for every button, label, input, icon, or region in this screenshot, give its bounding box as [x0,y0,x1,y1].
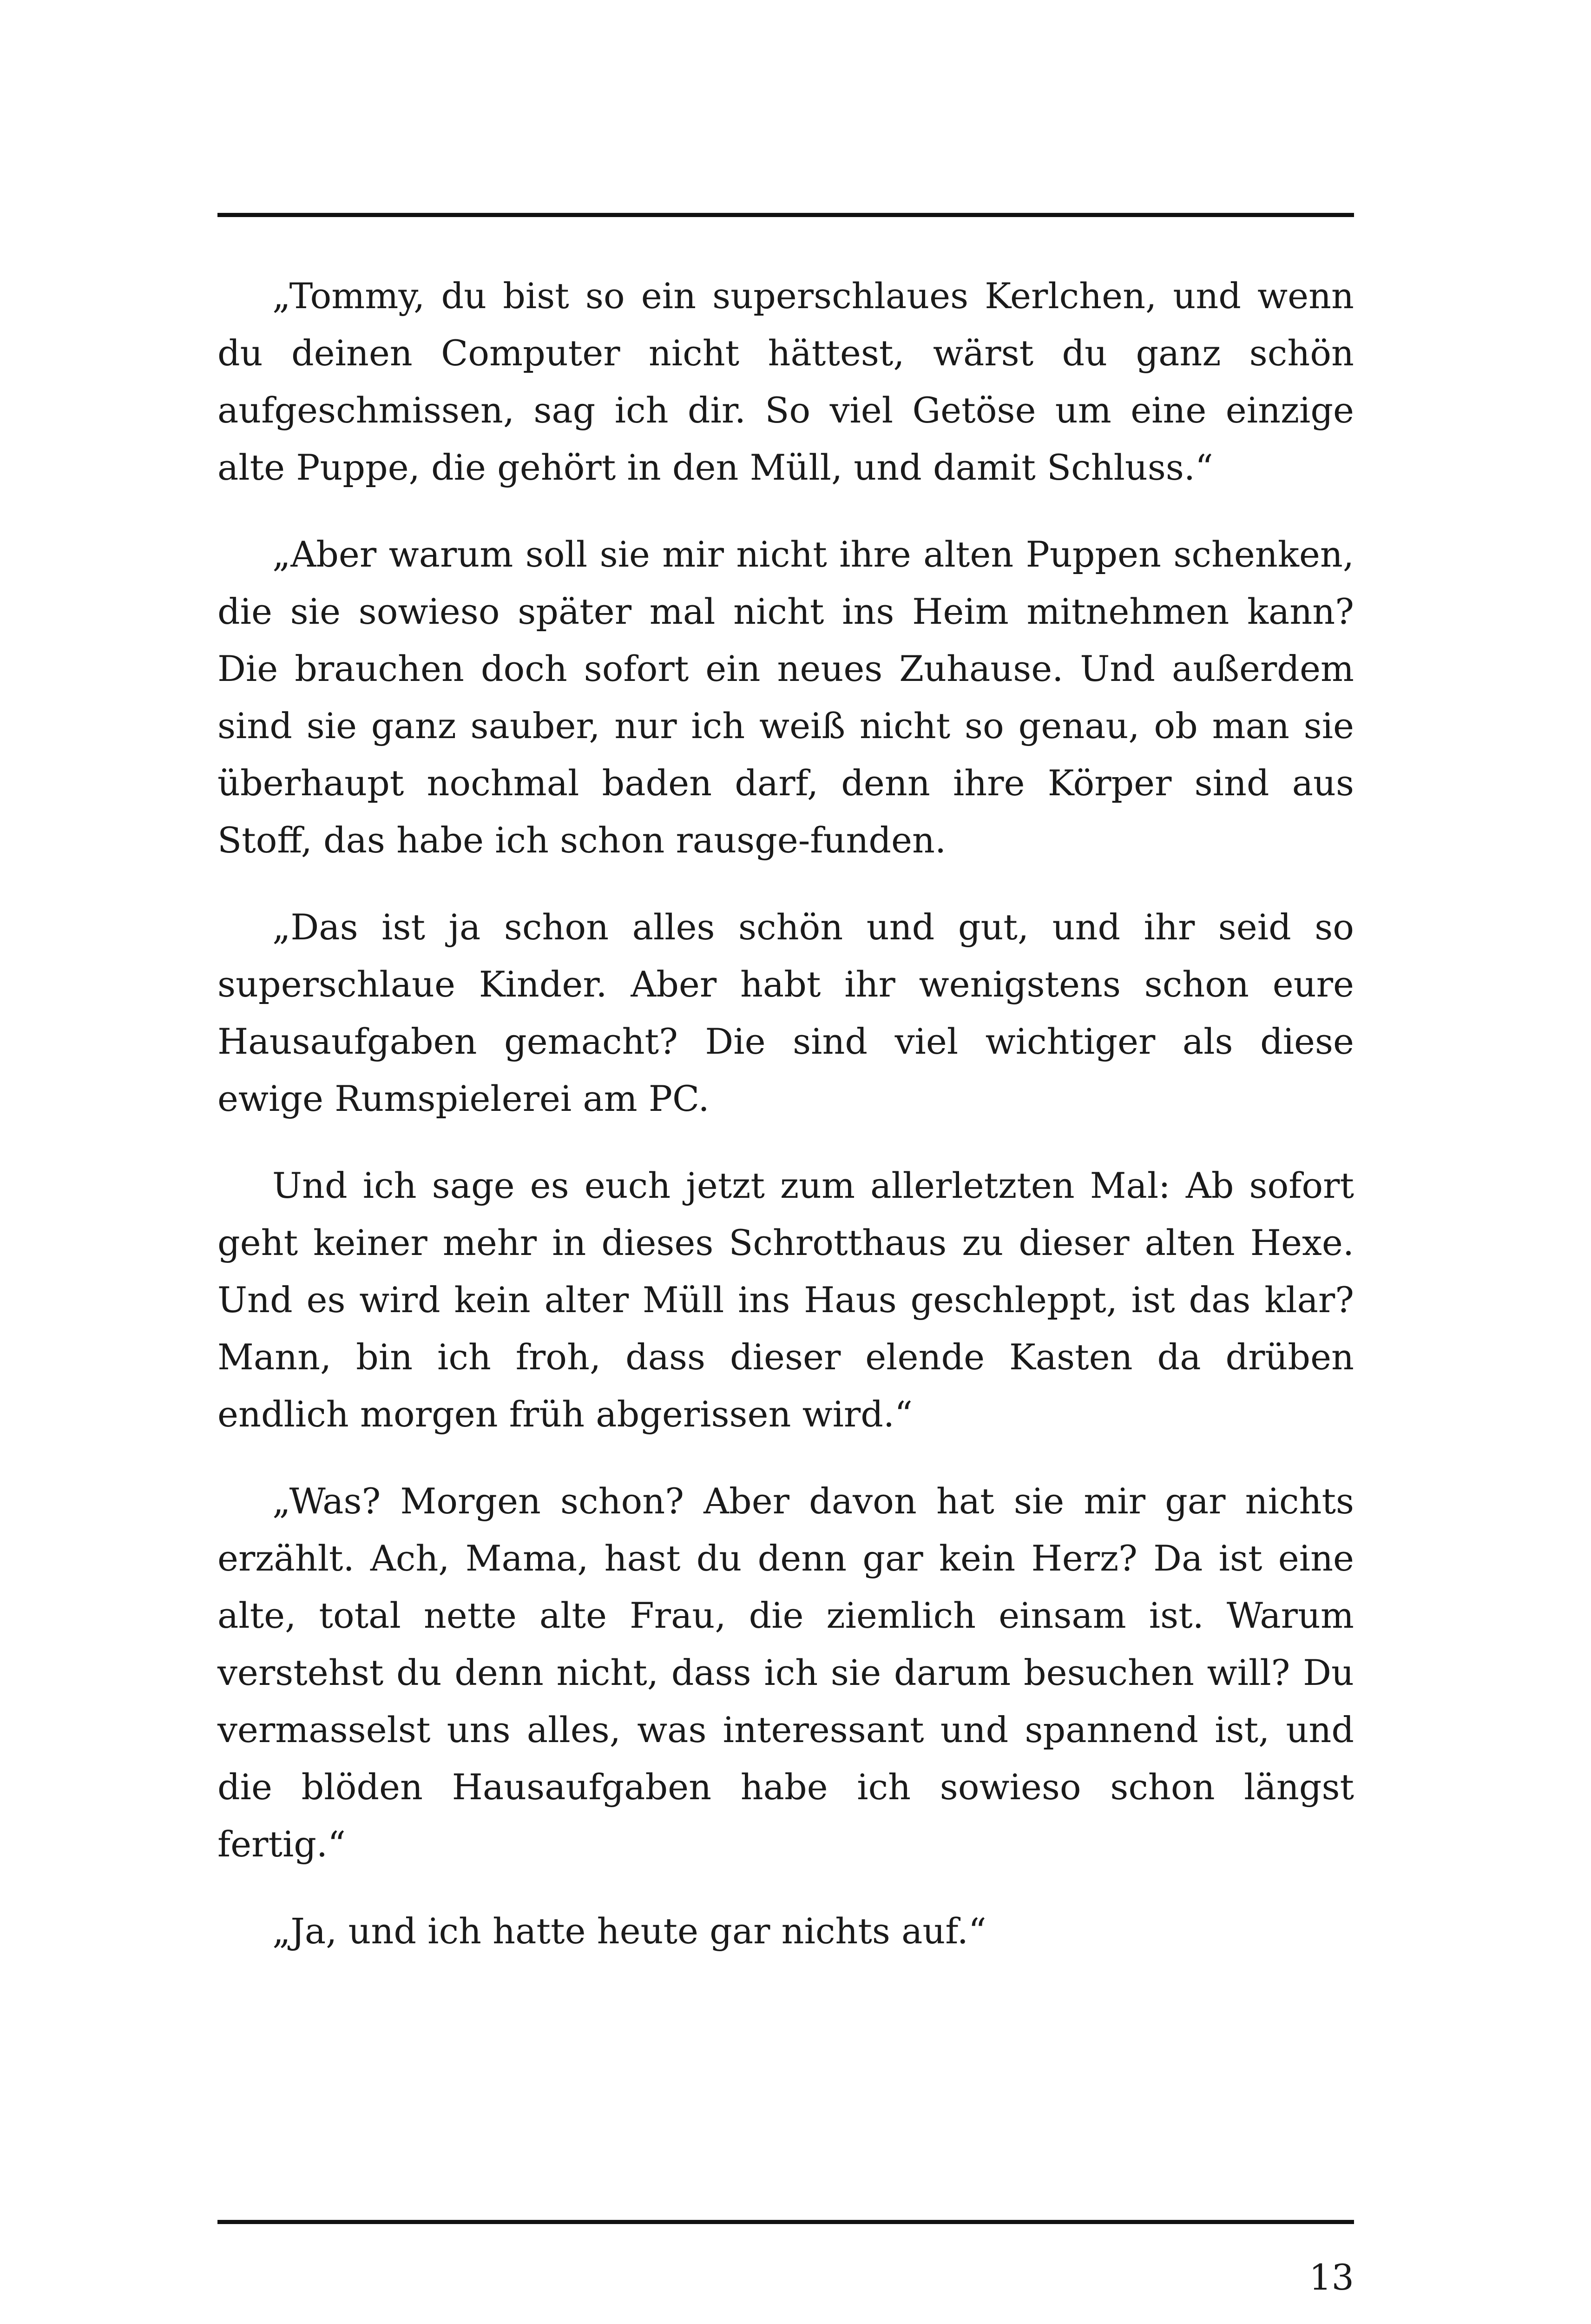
footer-rule [217,2220,1354,2224]
paragraph: „Das ist ja schon alles schön und gut, und ihr seid so superschlaue Kinder. Aber habt ihr wenigstens schon eure Hausaufgaben gemacht? Die sind viel wichtiger als diese ewige Rumspielerei am PC. [217,906,1354,1119]
paragraph: Und ich sage es euch jetzt zum allerletzten Mal: Ab sofort geht keiner mehr in dieses Schrotthaus zu dieser alten Hexe. Und es wird kein alter Müll ins Haus geschleppt, ist das klar? Mann, bin ich froh, dass dieser elende Kasten da drüben endlich morgen früh abgerissen wird.“ [217,1165,1354,1435]
paragraph: „Was? Morgen schon? Aber davon hat sie mir gar nichts erzählt. Ach, Mama, hast du denn gar kein Herz? Da ist eine alte, total nette alte Frau, die ziemlich einsam ist. Warum verstehst du denn nicht, dass ich sie darum besuchen will? Du vermasselst uns alles, was interessant und spannend ist, und die blöden Hausaufgaben habe ich sowieso schon längst fertig.“ [217,1480,1354,1865]
header-rule [217,213,1354,217]
paragraph: „Aber warum soll sie mir nicht ihre alten Puppen schenken, die sie sowieso später mal nicht ins Heim mitnehmen kann? Die brauchen doch sofort ein neues Zuhause. Und außerdem sind sie ganz sauber, nur ich weiß nicht so genau, ob man sie überhaupt nochmal baden darf, denn ihre Körper sind aus Stoff, das habe ich schon rausge-funden. [217,534,1354,861]
paragraph: „Ja, und ich hatte heute gar nichts auf.“ [272,1910,986,1952]
body-text [217,267,1354,1989]
page-number: 13 [1309,2257,1354,2298]
paragraph: „Tommy, du bist so ein superschlaues Kerlchen, und wenn du deinen Computer nicht hättest, wärst du ganz schön aufgeschmissen, sag ich dir. So viel Getöse um eine einzige alte Puppe, die gehört in den Müll, und damit Schluss.“ [217,275,1354,488]
